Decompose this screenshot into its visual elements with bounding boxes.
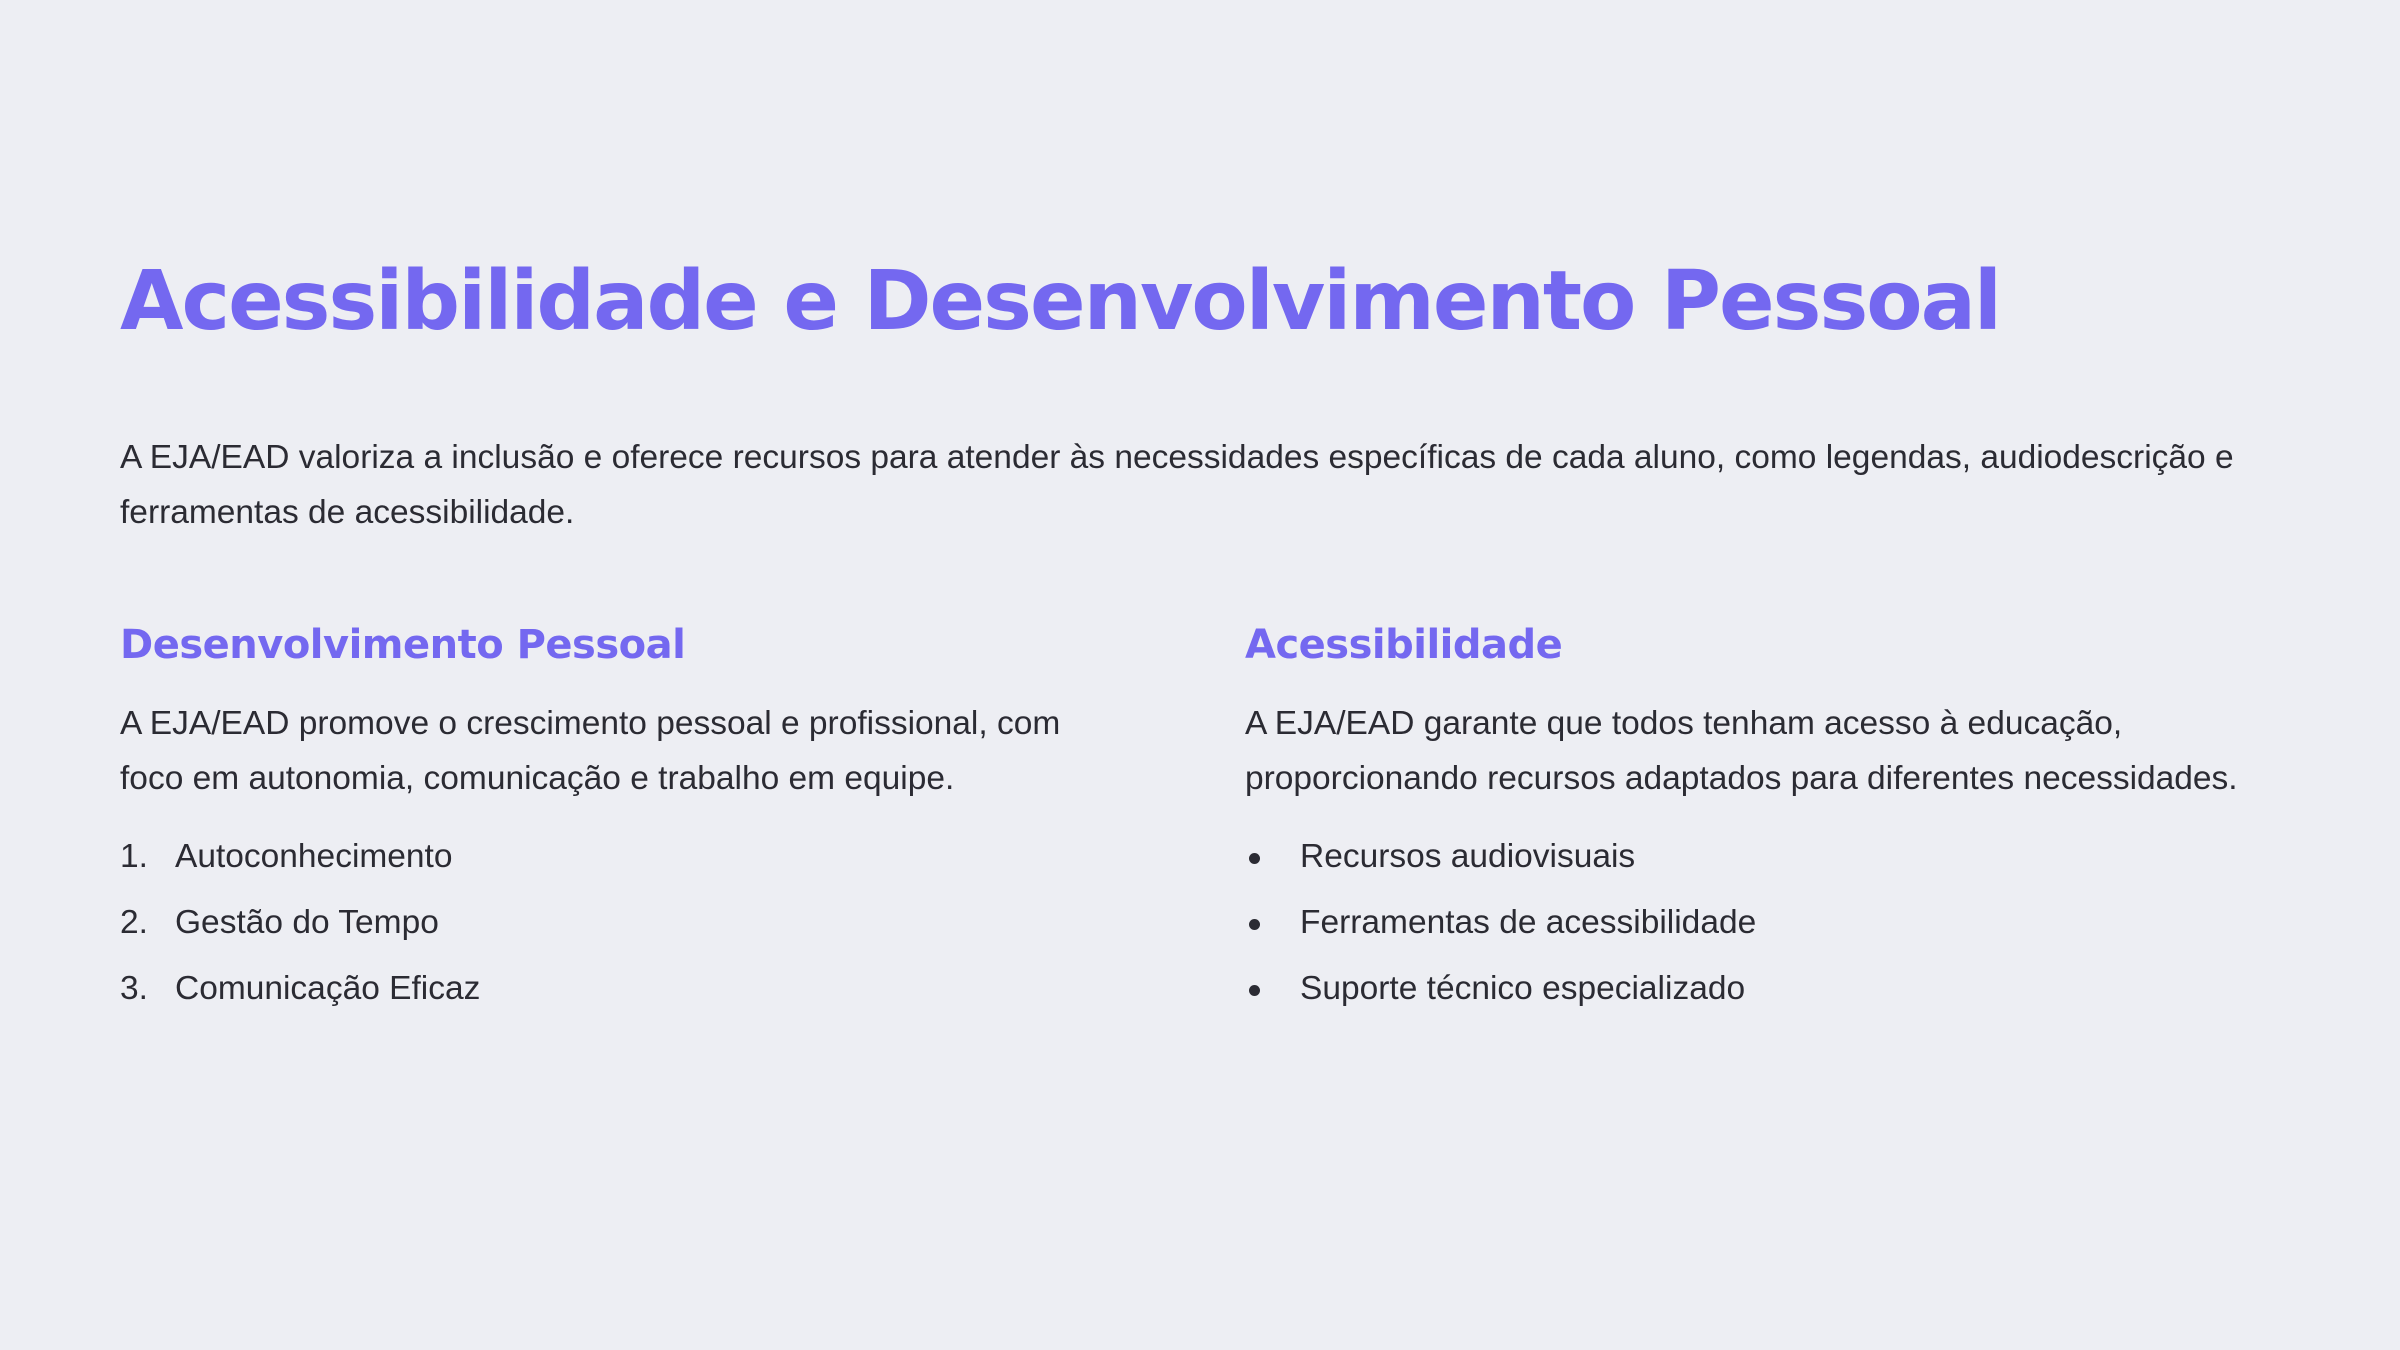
list-item-label: Comunicação Eficaz <box>175 970 481 1007</box>
personal-development-text: A EJA/EAD promove o crescimento pessoal e profissional, com foco em autonomia, comunicação e trabalho em equipe. <box>120 705 1061 797</box>
list-number: 3. <box>120 970 148 1007</box>
accessibility-heading: Acessibilidade <box>1245 622 1563 668</box>
slide <box>120 0 2280 1350</box>
personal-development-heading: Desenvolvimento Pessoal <box>120 622 686 668</box>
accessibility-section <box>1245 610 2255 1022</box>
list-number: 1. <box>120 838 148 875</box>
slide-title: Acessibilidade e Desenvolvimento Pessoal <box>120 254 2001 349</box>
intro-paragraph: A EJA/EAD valoriza a inclusão e oferece recursos para atender às necessidades específicas de cada aluno, como legendas, audiodescrição e ferramentas de acessibilidade. <box>120 439 2234 531</box>
list-number: 2. <box>120 904 148 941</box>
list-item-label: Autoconhecimento <box>175 838 453 875</box>
list-item-label: Gestão do Tempo <box>175 904 439 941</box>
personal-development-list <box>120 806 1130 1022</box>
list-item <box>120 824 1130 890</box>
bullet-icon <box>1249 919 1260 930</box>
list-item-label: Recursos audiovisuais <box>1300 838 1636 875</box>
list-item-label: Ferramentas de acessibilidade <box>1300 904 1757 941</box>
personal-development-section <box>120 610 1130 1022</box>
accessibility-list <box>1245 806 2255 1022</box>
list-item <box>1245 956 2255 1022</box>
list-item <box>1245 890 2255 956</box>
bullet-icon <box>1249 853 1260 864</box>
list-item <box>1245 824 2255 890</box>
accessibility-text: A EJA/EAD garante que todos tenham acesso à educação, proporcionando recursos adaptados para diferentes necessidades. <box>1245 705 2238 797</box>
bullet-icon <box>1249 985 1260 996</box>
list-item <box>120 890 1130 956</box>
list-item <box>120 956 1130 1022</box>
list-item-label: Suporte técnico especializado <box>1300 970 1746 1007</box>
